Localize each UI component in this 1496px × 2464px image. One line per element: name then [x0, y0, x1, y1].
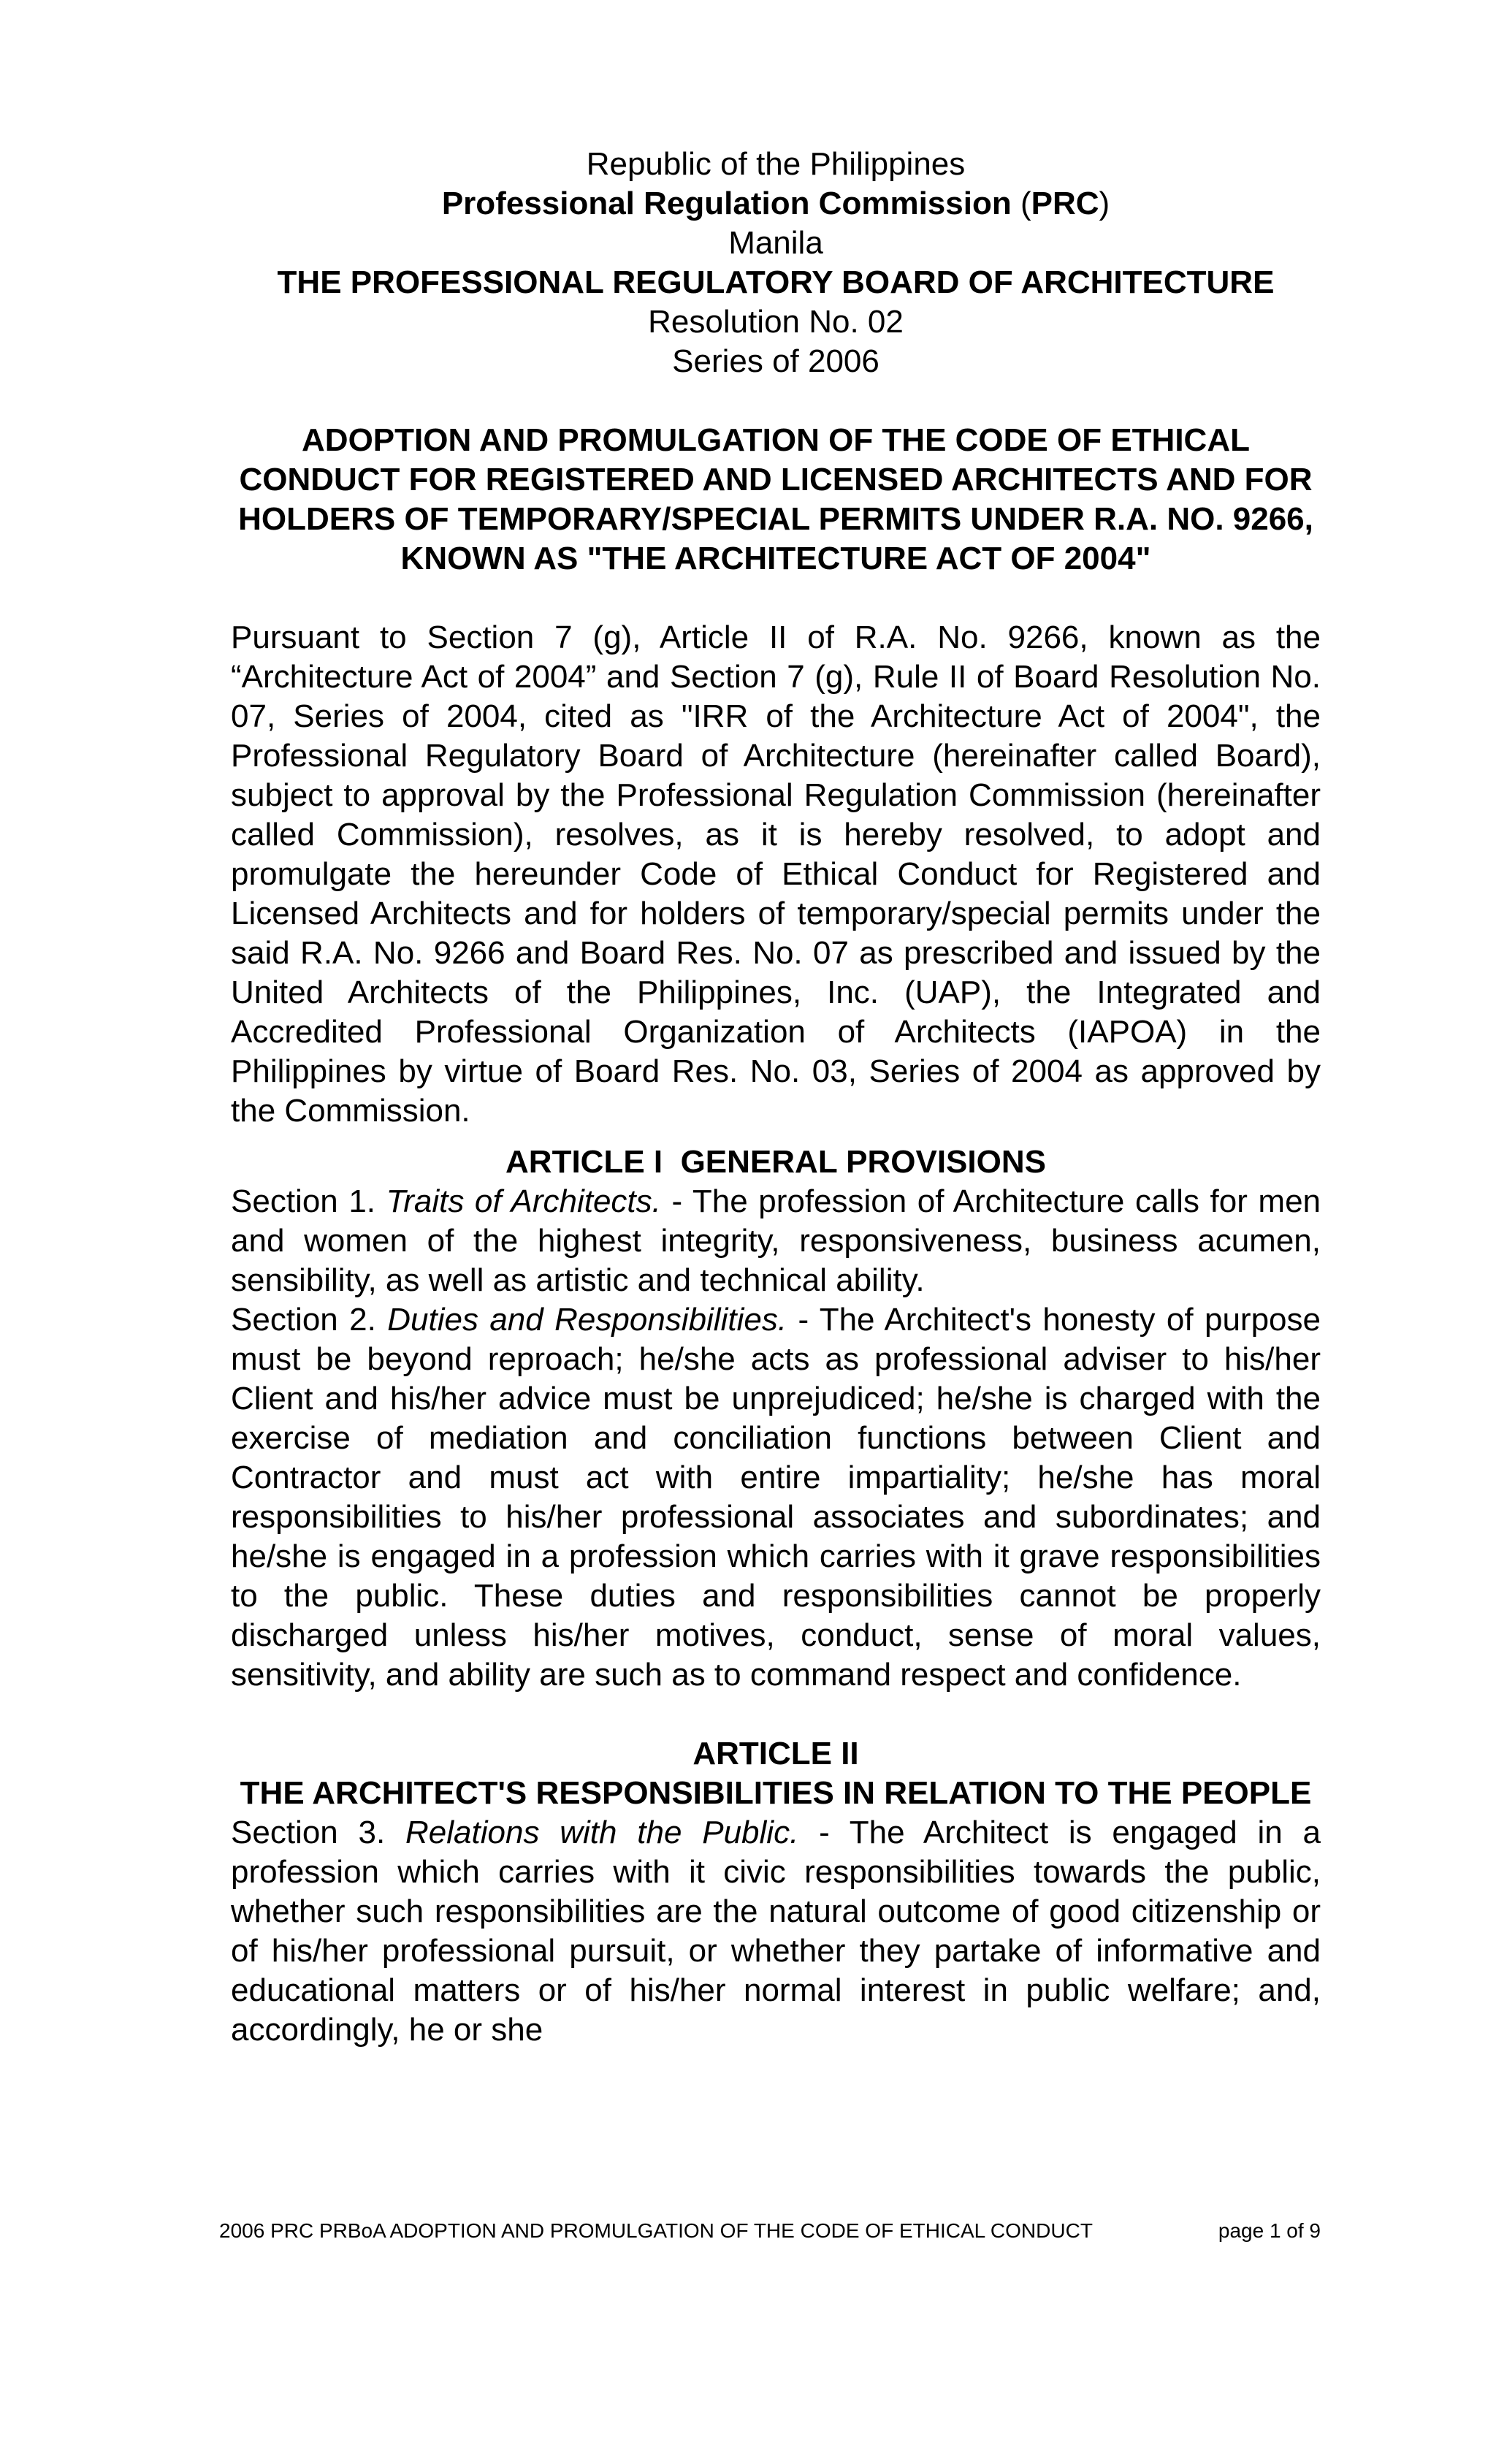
section-1-title: Traits of Architects.	[386, 1183, 661, 1219]
section-2-text: - The Architect's honesty of purpose must be beyond reproach; he/she acts as professional adviser to his/her Client and his/her advice must be unprejudiced; he/she is charged with the exercise of mediation and conciliation functions between Client and Contractor and must act with entire impartiality; he/she has moral responsibilities to his/her professional associates and subordinates; and he/she is engaged in a profession which carries with it grave responsibilities to the public. These duties and responsibilities cannot be properly discharged unless his/her motives, conduct, sense of moral values, sensitivity, and ability are such as to command respect and confidence.	[231, 1302, 1321, 1693]
article-2-title: THE ARCHITECT'S RESPONSIBILITIES IN RELATION TO THE PEOPLE	[240, 1775, 1312, 1811]
header-commission-abbr: PRC	[1031, 186, 1099, 221]
article-2-number: ARTICLE II	[692, 1736, 859, 1771]
header-commission-name: Professional Regulation Commission	[441, 186, 1012, 221]
section-3-label: Section 3.	[231, 1815, 406, 1850]
preamble-paragraph: Pursuant to Section 7 (g), Article II of R.A. No. 9266, known as the “Architecture Act of 2004” and Section 7 (g), Rule II of Board Resolution No. 07, Series of 2004, cited as "IRR of the Architecture Act of 2004", the Professional Regulatory Board of Architecture (hereinafter called Board), subject to approval by the Professional Regulation Commission (hereinafter called Commission), resolves, as it is hereby resolved, to adopt and promulgate the hereunder Code of Ethical Conduct for Registered and Licensed Architects and for holders of temporary/special permits under the said R.A. No. 9266 and Board Res. No. 07 as prescribed and issued by the United Architects of the Philippines, Inc. (UAP), the Integrated and Accredited Professional Organization of Architects (IAPOA) in the Philippines by virtue of Board Res. No. 03, Series of 2004 as approved by the Commission.	[231, 619, 1321, 1129]
section-1-text: - The profession of Architecture calls for men and women of the highest integrity, responsiveness, business acumen, sensibility, as well as artistic and technical ability.	[231, 1183, 1321, 1298]
section-2	[231, 1300, 1321, 1695]
section-1-label: Section 1.	[231, 1183, 386, 1219]
section-1	[231, 1182, 1321, 1300]
article-1-heading: ARTICLE I GENERAL PROVISIONS	[505, 1144, 1046, 1180]
footer-document-title: 2006 PRC PRBoA ADOPTION AND PROMULGATION OF THE CODE OF ETHICAL CONDUCT	[219, 2219, 1093, 2242]
resolution-title: ADOPTION AND PROMULGATION OF THE CODE OF ETHICAL CONDUCT FOR REGISTERED AND LICENSED ARCHITECTS AND FOR HOLDERS OF TEMPORARY/SPECIAL PERMITS UNDER R.A. NO. 9266, KNOWN AS "THE ARCHITECTURE ACT OF 2004"	[238, 422, 1313, 576]
header-board: THE PROFESSIONAL REGULATORY BOARD OF ARCHITECTURE	[277, 264, 1275, 300]
section-2-title: Duties and Responsibilities.	[387, 1302, 787, 1338]
section-2-label: Section 2.	[231, 1302, 388, 1338]
footer-page-number: page 1 of 9	[1218, 2219, 1321, 2242]
page-footer	[219, 2218, 1321, 2244]
header-republic: Republic of the Philippines	[586, 146, 966, 182]
header-resolution: Resolution No. 02	[648, 304, 904, 340]
document-page	[231, 145, 1321, 2050]
header-paren-open: (	[1011, 186, 1031, 221]
section-3-title: Relations with the Public.	[405, 1815, 799, 1850]
article-2-heading	[231, 1734, 1321, 1813]
header-city: Manila	[728, 225, 823, 261]
header-series: Series of 2006	[672, 343, 879, 379]
header-paren-close: )	[1099, 186, 1110, 221]
section-3-text: - The Architect is engaged in a profession which carries with it civic responsibilities towards the public, whether such responsibilities are the natural outcome of good citizenship or of his/her professional pursuit, or whether they partake of informative and educational matters or of his/her normal interest in public welfare; and, accordingly, he or she	[231, 1815, 1321, 2048]
header-commission	[231, 184, 1321, 224]
section-3	[231, 1813, 1321, 2050]
letterhead	[231, 145, 1321, 381]
